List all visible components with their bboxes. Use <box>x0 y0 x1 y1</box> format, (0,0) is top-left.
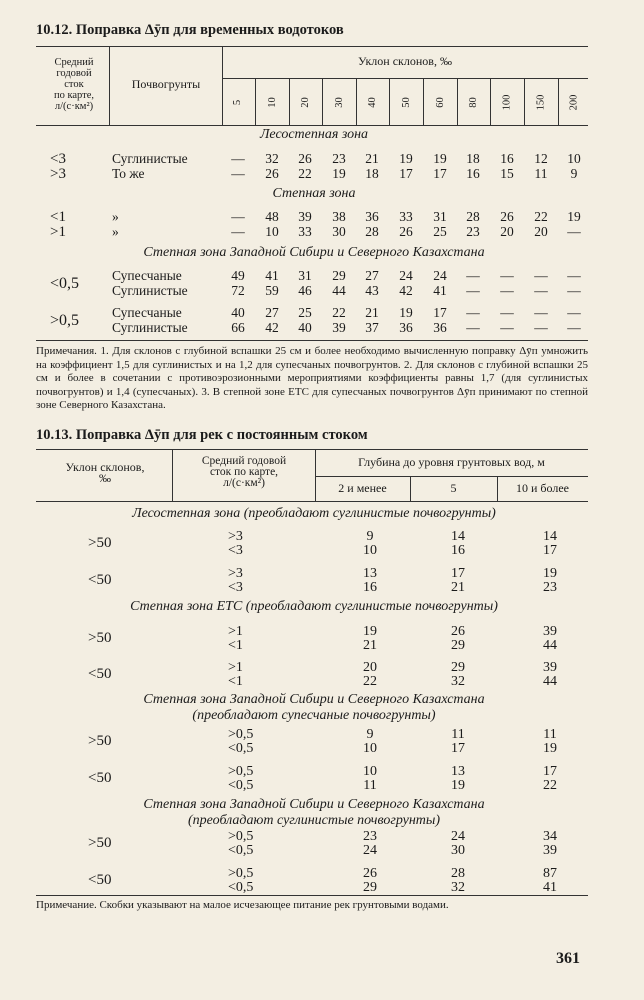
t1-table-cell: 17 <box>433 305 447 320</box>
t2-runoff-value: >3 <box>228 566 243 581</box>
t2-runoff-value: >0,5 <box>228 866 254 881</box>
t1-table-cell: 22 <box>534 209 548 224</box>
t2-table-cell: 34 <box>543 829 557 844</box>
t1-table-cell: 33 <box>298 224 312 239</box>
t1-soil-type: Суглинистые <box>112 151 188 166</box>
t2-slope-group: <50 <box>88 572 112 588</box>
t1-table-cell: 12 <box>534 151 548 166</box>
t1-table-cell: 19 <box>399 151 413 166</box>
t1-table-cell: — <box>500 320 514 335</box>
t2-table-cell: 29 <box>451 638 465 653</box>
t2-depth-rule <box>315 476 588 477</box>
t1-slope-label: 5 <box>232 99 244 105</box>
t1-slope-divider <box>289 78 290 125</box>
t2-slope-group: <50 <box>88 666 112 682</box>
t1-table-cell: — <box>534 268 548 283</box>
t1-soil-type: » <box>112 209 119 224</box>
t1-table-cell: 66 <box>231 320 245 335</box>
t2-runoff-value: >0,5 <box>228 764 254 779</box>
t2-runoff-value: >0,5 <box>228 727 254 742</box>
t2-table-cell: 23 <box>363 829 377 844</box>
t2-table-cell: 17 <box>543 764 557 779</box>
t1-slope-divider <box>255 78 256 125</box>
t2-runoff-value: <0,5 <box>228 741 254 756</box>
t2-runoff-value: <0,5 <box>228 778 254 793</box>
t2-runoff-value: >0,5 <box>228 829 254 844</box>
t2-table-cell: 13 <box>451 764 465 779</box>
t1-soil-type: То же <box>112 166 145 181</box>
t1-table-cell: 26 <box>298 151 312 166</box>
t2-table-cell: 39 <box>543 843 557 858</box>
t1-table-cell: 19 <box>567 209 581 224</box>
t2-table-cell: 23 <box>543 580 557 595</box>
t2-table-cell: 11 <box>363 778 377 793</box>
t1-table-cell: 27 <box>365 268 379 283</box>
t1-runoff-value: >1 <box>50 224 66 240</box>
t1-table-cell: 49 <box>231 268 245 283</box>
t2-table-cell: 10 <box>363 543 377 558</box>
t1-header-bottom-rule <box>36 125 588 126</box>
t2-table-cell: 21 <box>363 638 377 653</box>
t2-table-cell: 28 <box>451 866 465 881</box>
t1-zone-forest-steppe: Лесостепная зона <box>259 127 369 142</box>
t1-notes: Примечания. 1. Для склонов с глубиной вспашки 25 см и более необходимо вычисленную поправку Δȳп умножить на коэффициент 1,5 для суглинистых и на 1,2 для супесчаных почвогрунтов. 2. Для склонов с глубиной вспашки 25 см и более в сочетании с противоэрозионными мероприятиями коэффициенты равны 1,7 (для суглинистых почвогрунтов) и 1,4 (супесчаных). 3. В степной зоне ЕТС для супесчаных почвогрунтов Δȳп принимают по степной зоне Северного Казахстана. <box>36 345 588 411</box>
t1-soil-type: Суглинистые <box>112 283 188 298</box>
t1-table-cell: 16 <box>500 151 514 166</box>
t2-bottom-rule <box>36 895 588 896</box>
t2-table-cell: 19 <box>451 778 465 793</box>
t1-slope-col-7 <box>425 82 455 122</box>
t1-slope-col-4 <box>324 82 354 122</box>
t1-table-cell: 22 <box>298 166 312 181</box>
t2-table-cell: 32 <box>451 880 465 895</box>
t1-slope-col-2 <box>257 82 287 122</box>
t1-slope-col-5 <box>357 82 387 122</box>
t1-table-cell: 18 <box>466 151 480 166</box>
t1-zone-steppe: Степная зона <box>272 186 356 201</box>
t1-table-cell: — <box>231 224 245 239</box>
t1-slope-label: 50 <box>400 96 412 108</box>
page-number: 361 <box>556 950 580 967</box>
t2-slope-group: <50 <box>88 770 112 786</box>
t1-table-cell: 41 <box>265 268 279 283</box>
t1-table-cell: 29 <box>332 268 346 283</box>
t1-soil-type: » <box>112 224 119 239</box>
t2-table-cell: 13 <box>363 566 377 581</box>
t1-table-cell: 39 <box>332 320 346 335</box>
t1-table-cell: 26 <box>399 224 413 239</box>
t2-table-cell: 32 <box>451 674 465 689</box>
t1-bottom-rule <box>36 340 588 341</box>
t1-soil-type: Суглинистые <box>112 320 188 335</box>
t2-depth-2: 5 <box>450 481 457 495</box>
t1-slope-col-9 <box>492 82 522 122</box>
t1-table-cell: 36 <box>399 320 413 335</box>
t1-table-cell: 48 <box>265 209 279 224</box>
t2-table-cell: 10 <box>363 764 377 779</box>
t1-table-cell: 42 <box>399 283 413 298</box>
t1-header-runoff: Средний годовой сток по карте, л/(с·км²) <box>53 57 95 112</box>
t2-slope-group: >50 <box>88 535 112 551</box>
t2-table-cell: 19 <box>543 741 557 756</box>
t2-runoff-value: >1 <box>228 624 243 639</box>
t2-table-cell: 9 <box>366 529 374 544</box>
t1-slope-col-8 <box>458 82 488 122</box>
t1-table-cell: 9 <box>570 166 578 181</box>
t2-zone-forest-steppe: Лесостепная зона (преобладают суглинистые почвогрунты) <box>132 506 496 521</box>
t1-table-cell: 46 <box>298 283 312 298</box>
t2-slope-group: >50 <box>88 630 112 646</box>
t2-depth-1: 2 и менее <box>338 481 387 495</box>
t1-table-cell: 23 <box>466 224 480 239</box>
t1-slope-divider <box>558 78 559 125</box>
t2-table-cell: 41 <box>543 880 557 895</box>
t2-table-cell: 30 <box>451 843 465 858</box>
t2-table-cell: 22 <box>543 778 557 793</box>
t1-slope-label: 10 <box>266 96 278 108</box>
t2-table-cell: 24 <box>451 829 465 844</box>
t1-table-cell: 26 <box>500 209 514 224</box>
t2-slope-group: >50 <box>88 733 112 749</box>
t1-slope-col-10 <box>526 82 556 122</box>
t2-header-slope: Уклон склонов, ‰ <box>65 460 145 485</box>
t1-table-cell: 24 <box>433 268 447 283</box>
t1-table-cell: 44 <box>332 283 346 298</box>
t1-slope-divider <box>490 78 491 125</box>
t2-table-cell: 26 <box>451 624 465 639</box>
t1-table-cell: 28 <box>365 224 379 239</box>
t1-table-cell: 15 <box>500 166 514 181</box>
t1-table-cell: 17 <box>433 166 447 181</box>
t2-table-cell: 16 <box>451 543 465 558</box>
t2-table-cell: 11 <box>543 727 557 742</box>
t1-slope-label: 200 <box>568 94 580 110</box>
t2-top-rule <box>36 449 588 450</box>
t1-table-cell: 36 <box>433 320 447 335</box>
t1-table-cell: — <box>567 320 581 335</box>
t1-table-cell: 25 <box>298 305 312 320</box>
t1-slope-label: 60 <box>434 96 446 108</box>
t2-table-cell: 17 <box>451 741 465 756</box>
t1-table-cell: 33 <box>399 209 413 224</box>
t1-table-cell: 43 <box>365 283 379 298</box>
t1-table-cell: — <box>567 283 581 298</box>
t1-table-cell: — <box>466 305 480 320</box>
t2-runoff-value: >1 <box>228 660 243 675</box>
t1-table-cell: 10 <box>265 224 279 239</box>
t1-table-cell: 72 <box>231 283 245 298</box>
t1-slope-label: 80 <box>467 96 479 108</box>
t2-table-cell: 14 <box>451 529 465 544</box>
t1-table-cell: 37 <box>365 320 379 335</box>
t2-zone-west-siberia-sandy: Степная зона Западной Сибири и Северного Казахстана <box>143 692 485 707</box>
t1-slope-divider <box>524 78 525 125</box>
t2-table-cell: 9 <box>366 727 374 742</box>
t1-runoff-value: <1 <box>50 209 66 225</box>
t2-table-cell: 17 <box>451 566 465 581</box>
t1-table-cell: 21 <box>365 151 379 166</box>
t2-table-cell: 19 <box>543 566 557 581</box>
t2-slope-group: <50 <box>88 872 112 888</box>
t1-table-cell: 10 <box>567 151 581 166</box>
t1-slope-label: 100 <box>501 94 513 110</box>
t1-table-cell: — <box>567 224 581 239</box>
t1-header-soil: Почвогрунты <box>131 77 201 91</box>
t1-table-cell: 24 <box>399 268 413 283</box>
t1-table-cell: 22 <box>332 305 346 320</box>
t2-runoff-value: <0,5 <box>228 880 254 895</box>
t2-table-cell: 11 <box>451 727 465 742</box>
table-10-13-title: 10.13. Поправка Δȳп для рек с постоянным стоком <box>36 427 368 443</box>
t1-table-cell: — <box>466 320 480 335</box>
t1-table-cell: 41 <box>433 283 447 298</box>
t1-slope-divider <box>389 78 390 125</box>
t1-table-cell: — <box>466 268 480 283</box>
t1-table-cell: — <box>231 151 245 166</box>
t1-table-cell: 30 <box>332 224 346 239</box>
t2-runoff-value: <1 <box>228 674 243 689</box>
t1-table-cell: 38 <box>332 209 346 224</box>
t2-table-cell: 19 <box>363 624 377 639</box>
t2-zone-west-siberia-loamy: Степная зона Западной Сибири и Северного Казахстана <box>143 797 485 812</box>
t1-table-cell: 23 <box>332 151 346 166</box>
t1-table-cell: — <box>231 166 245 181</box>
t1-runoff-value: >3 <box>50 166 66 182</box>
t2-table-cell: 14 <box>543 529 557 544</box>
t1-slope-label: 40 <box>366 96 378 108</box>
t1-slope-divider <box>356 78 357 125</box>
t1-slope-divider <box>322 78 323 125</box>
t1-table-cell: 26 <box>265 166 279 181</box>
t1-table-cell: 25 <box>433 224 447 239</box>
t2-runoff-value: <3 <box>228 580 243 595</box>
t2-table-cell: 22 <box>363 674 377 689</box>
t2-table-cell: 29 <box>451 660 465 675</box>
t2-header-depth: Глубина до уровня грунтовых вод, м <box>358 455 545 469</box>
t1-table-cell: — <box>500 305 514 320</box>
t1-slope-col-1 <box>223 82 253 122</box>
t1-table-cell: 19 <box>433 151 447 166</box>
t2-table-cell: 21 <box>451 580 465 595</box>
t1-table-cell: 28 <box>466 209 480 224</box>
t2-note: Примечание. Скобки указывают на малое исчезающее питание рек грунтовыми водами. <box>36 899 449 911</box>
t1-table-cell: 40 <box>298 320 312 335</box>
t1-table-cell: 36 <box>365 209 379 224</box>
t1-table-cell: 39 <box>298 209 312 224</box>
t2-zone-steppe-ets: Степная зона ЕТС (преобладают суглинистые почвогрунты) <box>130 599 498 614</box>
t2-slope-group: >50 <box>88 835 112 851</box>
t1-table-cell: 27 <box>265 305 279 320</box>
t2-runoff-value: <3 <box>228 543 243 558</box>
table-10-12-title: 10.12. Поправка Δȳп для временных водотоков <box>36 22 344 38</box>
t1-table-cell: 19 <box>399 305 413 320</box>
t2-runoff-value: >3 <box>228 529 243 544</box>
t1-table-cell: 17 <box>399 166 413 181</box>
t1-slope-col-3 <box>290 82 320 122</box>
t1-slope-label: 30 <box>333 96 345 108</box>
t2-table-cell: 44 <box>543 674 557 689</box>
t1-header-slope: Уклон склонов, ‰ <box>358 54 452 68</box>
t1-table-cell: 32 <box>265 151 279 166</box>
t1-table-cell: — <box>567 268 581 283</box>
t2-depth-3: 10 и более <box>515 481 569 495</box>
t1-slope-label: 150 <box>535 94 547 110</box>
t1-table-cell: — <box>231 209 245 224</box>
t2-table-cell: 17 <box>543 543 557 558</box>
t2-header-bottom-rule <box>36 501 588 502</box>
t2-table-cell: 87 <box>543 866 557 881</box>
t1-table-cell: 16 <box>466 166 480 181</box>
t1-runoff-value: <3 <box>50 151 66 167</box>
t1-slope-label: 20 <box>299 96 311 108</box>
t1-table-cell: — <box>567 305 581 320</box>
t2-table-cell: 39 <box>543 624 557 639</box>
t1-top-rule <box>36 46 588 47</box>
t1-table-cell: — <box>534 305 548 320</box>
t1-table-cell: — <box>500 283 514 298</box>
t1-soil-type: Супесчаные <box>112 268 182 283</box>
t1-table-cell: — <box>534 283 548 298</box>
t1-slope-divider <box>423 78 424 125</box>
t1-soil-type: Супесчаные <box>112 305 182 320</box>
t2-table-cell: 20 <box>363 660 377 675</box>
t1-table-cell: 19 <box>332 166 346 181</box>
t1-table-cell: — <box>500 268 514 283</box>
t1-runoff-value: <0,5 <box>50 275 80 292</box>
t1-table-cell: 31 <box>298 268 312 283</box>
t1-slope-divider <box>457 78 458 125</box>
t2-table-cell: 44 <box>543 638 557 653</box>
t1-table-cell: — <box>466 283 480 298</box>
t1-slope-col-11 <box>559 82 589 122</box>
t1-table-cell: 59 <box>265 283 279 298</box>
t2-table-cell: 29 <box>363 880 377 895</box>
t2-table-cell: 16 <box>363 580 377 595</box>
t2-zone-west-siberia-sandy-note: (преобладают супесчаные почвогрунты) <box>192 708 436 723</box>
t1-table-cell: — <box>534 320 548 335</box>
t1-table-cell: 31 <box>433 209 447 224</box>
t1-table-cell: 21 <box>365 305 379 320</box>
t1-table-cell: 42 <box>265 320 279 335</box>
t1-table-cell: 11 <box>534 166 548 181</box>
t1-table-cell: 20 <box>500 224 514 239</box>
t2-zone-west-siberia-loamy-note: (преобладают суглинистые почвогрунты) <box>187 813 441 828</box>
t2-runoff-value: <1 <box>228 638 243 653</box>
t1-slope-col-6 <box>391 82 421 122</box>
t2-table-cell: 39 <box>543 660 557 675</box>
t2-runoff-value: <0,5 <box>228 843 254 858</box>
t2-table-cell: 10 <box>363 741 377 756</box>
t1-slope-rule <box>222 78 588 79</box>
t2-header-runoff: Средний годовой сток по карте, л/(с·км²) <box>201 455 287 489</box>
t1-table-cell: 40 <box>231 305 245 320</box>
t1-zone-west-siberia: Степная зона Западной Сибири и Северного Казахстана <box>143 245 485 260</box>
t1-table-cell: 18 <box>365 166 379 181</box>
t1-runoff-value: >0,5 <box>50 312 80 329</box>
t1-table-cell: 20 <box>534 224 548 239</box>
t2-table-cell: 26 <box>363 866 377 881</box>
t2-table-cell: 24 <box>363 843 377 858</box>
